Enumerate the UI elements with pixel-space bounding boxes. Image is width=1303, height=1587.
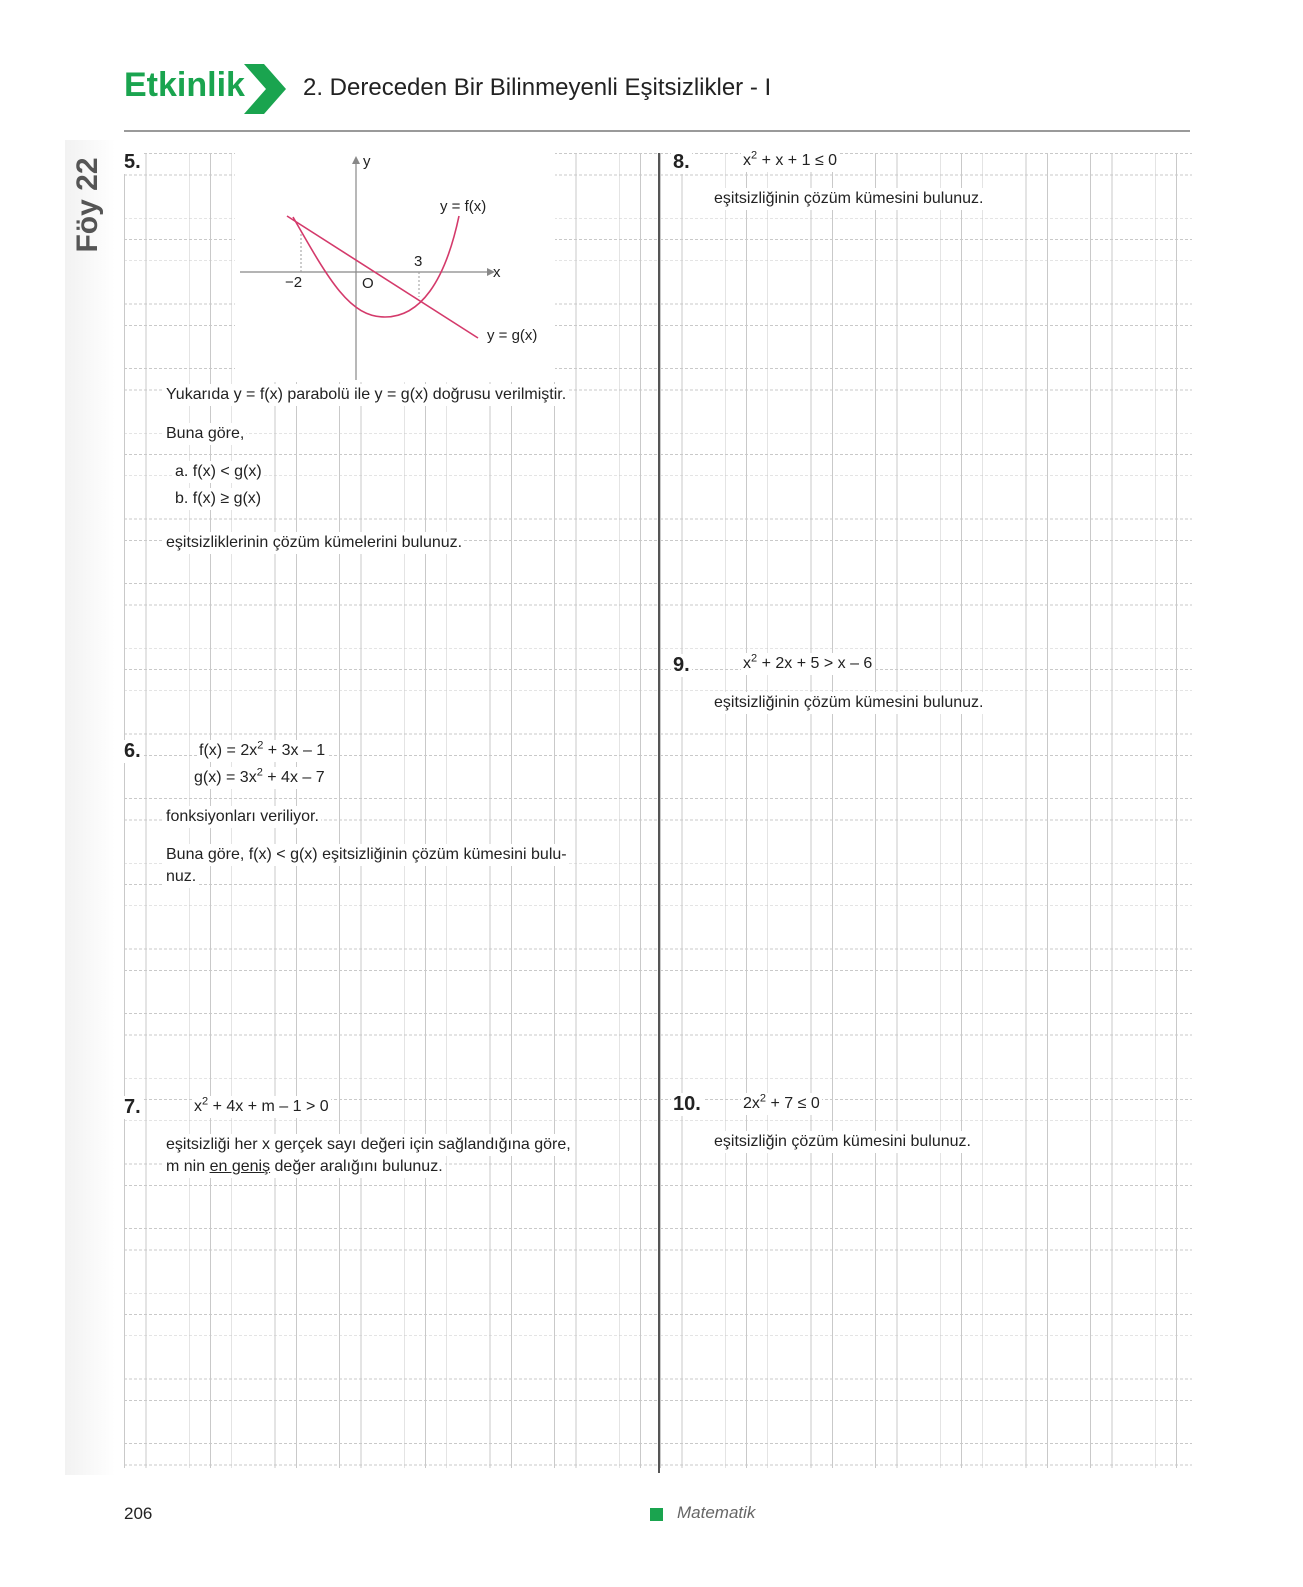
q5-text: Buna göre,: [164, 423, 246, 445]
q10-text: eşitsizliğin çözüm kümesini bulunuz.: [712, 1131, 973, 1153]
q6-g-def: $g(x) = 3x^2 + 4x - 7$: [192, 767, 327, 789]
q10-expression: $2x^2 + 7 \le 0$: [741, 1093, 822, 1115]
q7-expression: $x^2 + 4x + m - 1 > 0$: [192, 1096, 331, 1118]
side-strip: [65, 140, 115, 1475]
tick-neg2: −2: [285, 274, 303, 291]
q8-expression: $x^2 + x + 1 \le 0$: [741, 150, 839, 172]
option-text: f(x) ≥ g(x): [192, 490, 262, 507]
origin-label: O: [362, 275, 374, 292]
q5-option-a: [173, 461, 264, 483]
activity-brand: Etkinlik: [124, 66, 245, 104]
page-title: 2. Dereceden Bir Bilinmeyenli Eşitsizlikler - I: [303, 74, 772, 101]
question-number: 6.: [124, 740, 141, 762]
q5-text: eşitsizliklerinin çözüm kümelerini bulunuz.: [164, 532, 464, 554]
option-text: f(x) < g(x): [192, 463, 262, 480]
right-grid: [660, 153, 1192, 1468]
option-letter: b.: [175, 490, 189, 507]
q5-graph: [235, 152, 555, 382]
q5-option-b: [173, 488, 263, 510]
q7-text: eşitsizliği her x gerçek sayı değeri için sağlandığına göre,: [164, 1134, 573, 1156]
label-f: y = f(x): [440, 198, 487, 215]
question-number: 5.: [124, 151, 141, 173]
x-axis-label: x: [493, 264, 501, 281]
q6-text: nuz.: [164, 866, 198, 888]
option-letter: a.: [175, 463, 189, 480]
page-number: 206: [124, 1504, 153, 1523]
question-number: 9.: [673, 654, 690, 676]
q8-text: eşitsizliğinin çözüm kümesini bulunuz.: [712, 188, 985, 210]
question-number: 10.: [673, 1093, 701, 1115]
underlined-phrase: en geniş: [209, 1158, 271, 1175]
subject-label: Matematik: [677, 1503, 756, 1522]
column-divider: [658, 153, 660, 1473]
q9-text: eşitsizliğinin çözüm kümesini bulunuz.: [712, 692, 985, 714]
square-icon: [650, 1508, 663, 1521]
question-number: 7.: [124, 1096, 141, 1118]
y-axis-label: y: [363, 153, 371, 170]
chevron-right-icon: [244, 64, 286, 114]
question-number: 8.: [673, 151, 690, 173]
q6-text: fonksiyonları veriliyor.: [164, 806, 321, 828]
tick-3: 3: [414, 253, 423, 270]
side-tab-text: Föy 22: [70, 157, 104, 253]
label-g: y = g(x): [487, 327, 538, 344]
q6-f-def: $f(x) = 2x^2 + 3x - 1$: [197, 740, 327, 762]
q9-expression: $x^2 + 2x + 5 > x - 6$: [741, 653, 874, 675]
q5-text: Yukarıda y = f(x) parabolü ile y = g(x) doğrusu verilmiştir.: [164, 384, 568, 406]
side-tab-label: [66, 150, 112, 260]
q6-text: Buna göre, f(x) < g(x) eşitsizliğinin çözüm kümesini bulu-: [164, 844, 569, 866]
q7-text: m nin en geniş değer aralığını bulunuz.: [164, 1156, 445, 1178]
header-divider: [124, 130, 1190, 132]
